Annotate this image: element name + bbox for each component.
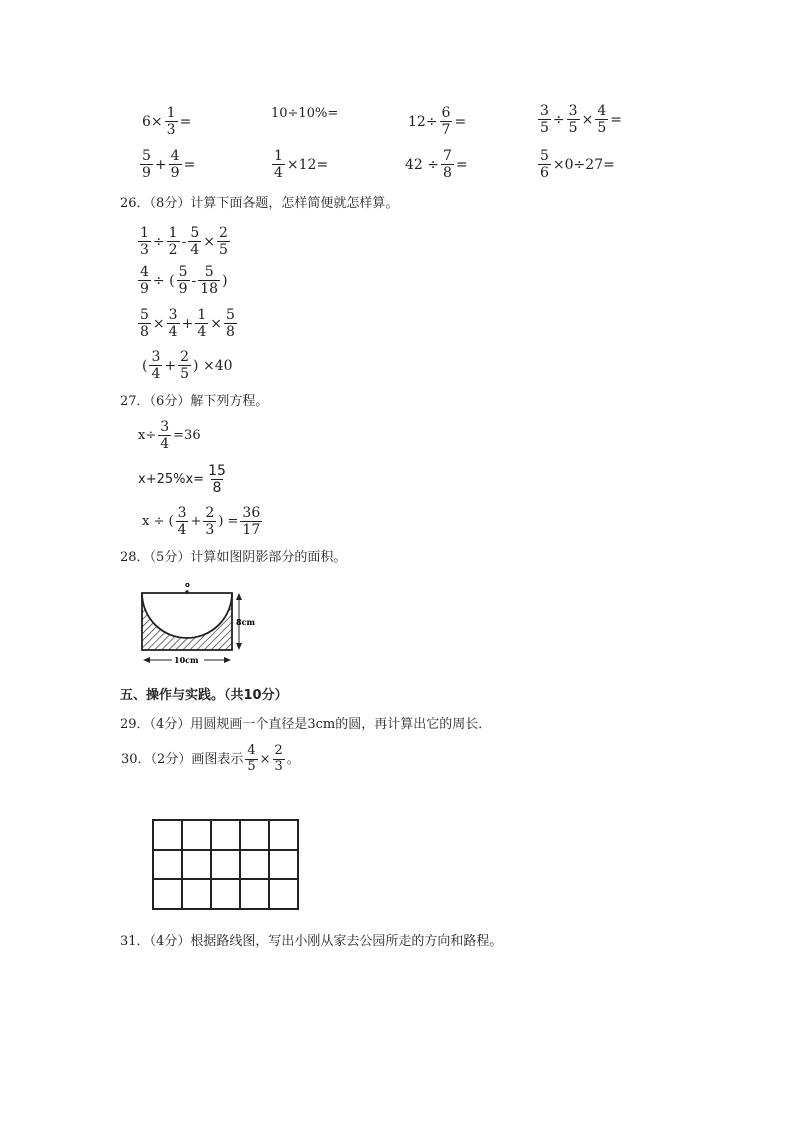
equation-prefix: x ÷ (: [142, 514, 174, 530]
fraction: [198, 264, 220, 297]
question-30-title: [120, 744, 301, 775]
section-5-heading: 五、操作与实践。（共10分）: [120, 688, 288, 703]
calc-item-6: [271, 148, 329, 181]
numerator: 2: [218, 225, 228, 241]
equation-prefix: x+25%x=: [138, 472, 205, 488]
numerator: 2: [180, 349, 190, 365]
fraction: [272, 148, 285, 181]
numerator: 1: [274, 148, 283, 164]
question-30-prefix: 30．（2分）画图表示: [121, 751, 244, 767]
denominator: 4: [197, 324, 207, 341]
fraction: [167, 225, 180, 258]
numerator: 2: [274, 743, 283, 758]
numerator: 3: [168, 307, 178, 323]
numerator: 5: [178, 264, 188, 280]
equals-sign: =: [454, 113, 467, 130]
arrow-right-icon: [224, 657, 231, 663]
question-28-title: 28．（5分）计算如图阴影部分的面积。: [120, 550, 347, 565]
height-label: 8cm: [236, 617, 255, 627]
numerator: 4: [597, 103, 607, 119]
fraction: [224, 307, 237, 340]
numerator: 4: [247, 743, 256, 758]
shaded-region: [142, 593, 232, 650]
denominator: 4: [190, 242, 200, 259]
fraction: [178, 349, 191, 382]
numerator: 3: [177, 505, 187, 521]
fraction: [169, 148, 182, 181]
equals-sign: =: [455, 156, 468, 173]
numerator: 4: [170, 148, 180, 164]
fraction: [165, 105, 178, 138]
fraction: [149, 349, 162, 382]
numerator: 5: [540, 148, 549, 164]
q26-expression-4: [141, 349, 234, 382]
fraction: [195, 307, 208, 340]
fraction: [138, 307, 151, 340]
denominator: 5: [540, 120, 549, 137]
numerator: 5: [190, 225, 200, 241]
q26-expression-1: [137, 225, 231, 258]
question-26-title: 26．（8分）计算下面各题，怎样简便就怎样算。: [120, 196, 399, 211]
q27-equation-2: [137, 463, 229, 496]
numerator: 3: [568, 103, 578, 119]
equation-prefix: x÷: [138, 428, 157, 444]
numerator: 6: [441, 105, 451, 121]
numerator: 2: [205, 505, 215, 521]
center-label: o: [185, 581, 190, 589]
numerator: 3: [160, 419, 170, 435]
equation-mid: ) =: [218, 514, 239, 530]
q26-expression-2: [137, 264, 229, 297]
numerator: 5: [204, 264, 214, 280]
numerator: 4: [140, 264, 149, 280]
fraction: [538, 103, 551, 136]
q27-equation-3: [141, 505, 263, 538]
question-29-title: 29．（4分）用圆规画一个直径是3cm的圆，再计算出它的周长．: [120, 717, 492, 732]
denominator: 4: [177, 522, 187, 539]
operator: -: [181, 233, 187, 250]
operator: ÷: [552, 111, 565, 128]
calc-item-7: [404, 148, 469, 181]
arrow-up-icon: [236, 593, 242, 600]
operator: -: [191, 272, 197, 289]
numerator: 5: [142, 148, 151, 164]
fraction: [203, 505, 216, 538]
denominator: 5: [597, 120, 607, 137]
denominator: 4: [274, 165, 283, 182]
fraction: [273, 744, 285, 775]
denominator: 5: [180, 366, 190, 383]
open-paren: (: [142, 357, 148, 374]
arrow-left-icon: [143, 657, 150, 663]
denominator: 4: [160, 436, 170, 453]
calc-item-3: [407, 105, 467, 138]
numerator: 5: [225, 307, 235, 323]
fraction: [206, 463, 228, 496]
operator: +: [154, 156, 167, 173]
operator: +: [164, 357, 177, 374]
denominator: 9: [140, 281, 149, 298]
denominator: 3: [166, 122, 176, 139]
operator: ×: [581, 111, 594, 128]
calc-suffix: ×12=: [286, 156, 329, 173]
calc-item-1: [141, 105, 192, 138]
fraction: [441, 148, 454, 181]
calc-prefix: 42 ÷: [405, 156, 439, 173]
denominator: 6: [540, 165, 549, 182]
numerator: 36: [242, 505, 261, 521]
equals-sign: =: [610, 111, 622, 128]
operator: ×: [259, 751, 271, 767]
equals-sign: =: [179, 113, 192, 130]
denominator: 8: [443, 165, 452, 182]
fraction: [140, 148, 153, 181]
denominator: 4: [151, 366, 161, 383]
operator: ×: [203, 233, 215, 250]
denominator: 4: [168, 324, 178, 341]
operator: ÷: [152, 233, 165, 250]
operator: ×: [152, 315, 165, 332]
fraction: [177, 264, 190, 297]
denominator: 9: [170, 165, 180, 182]
fraction: [138, 225, 151, 258]
numerator: 1: [197, 307, 207, 323]
fraction: [167, 307, 180, 340]
fraction: [538, 148, 551, 181]
numerator: 3: [151, 349, 161, 365]
fraction: [158, 419, 171, 452]
denominator: 9: [142, 165, 151, 182]
numerator: 1: [168, 225, 178, 241]
denominator: 18: [200, 281, 219, 298]
fraction: [138, 264, 151, 297]
fraction: [440, 105, 453, 138]
calc-prefix: 12÷: [408, 113, 438, 130]
center-point: [185, 590, 189, 594]
calc-item-2: 10÷10%=: [271, 106, 339, 121]
denominator: 3: [140, 242, 149, 259]
denominator: 2: [168, 242, 178, 259]
width-label: 10cm: [174, 655, 199, 665]
denominator: 5: [247, 758, 256, 774]
q26-expression-3: [137, 307, 238, 340]
denominator: 5: [568, 120, 578, 137]
denominator: 7: [441, 122, 451, 139]
numerator: 15: [208, 463, 226, 479]
operator: +: [190, 514, 202, 530]
denominator: 8: [140, 324, 149, 341]
calc-prefix: 6×: [142, 113, 163, 130]
question-31-title: 31．（4分）根据路线图，写出小刚从家去公园所走的方向和路程。: [120, 934, 503, 949]
denominator: 5: [218, 242, 228, 259]
calc-suffix: ×0÷27=: [552, 156, 615, 173]
drawing-grid[interactable]: [150, 817, 304, 913]
fraction: [567, 103, 580, 136]
numerator: 7: [443, 148, 452, 164]
question-30-suffix: 。: [286, 751, 300, 767]
question-27-title: 27．（6分）解下列方程。: [120, 394, 269, 409]
calc-item-5: [139, 148, 196, 181]
close-paren: ) ×40: [193, 357, 233, 374]
fraction: [217, 225, 230, 258]
close-paren: ): [222, 272, 228, 289]
denominator: 17: [242, 522, 261, 539]
numerator: 3: [540, 103, 549, 119]
denominator: 3: [205, 522, 215, 539]
denominator: 9: [178, 281, 188, 298]
denominator: 8: [225, 324, 235, 341]
equation-suffix: =36: [173, 428, 201, 444]
fraction: [188, 225, 201, 258]
operator: ×: [210, 315, 222, 332]
equals-sign: =: [183, 156, 196, 173]
denominator: 8: [212, 480, 222, 497]
fraction: [176, 505, 189, 538]
shaded-area-figure: [136, 576, 266, 668]
q27-equation-1: [137, 419, 202, 452]
fraction: [595, 103, 608, 136]
numerator: 1: [166, 105, 176, 121]
numerator: 1: [140, 225, 149, 241]
operator: ÷ (: [152, 272, 175, 289]
denominator: 3: [274, 758, 283, 774]
grid-outline: [153, 820, 298, 909]
calc-item-8: [537, 148, 616, 181]
arrow-down-icon: [236, 643, 242, 650]
fraction: [245, 744, 257, 775]
operator: +: [181, 315, 194, 332]
numerator: 5: [140, 307, 149, 323]
fraction: [240, 505, 262, 538]
calc-item-4: [537, 103, 623, 136]
